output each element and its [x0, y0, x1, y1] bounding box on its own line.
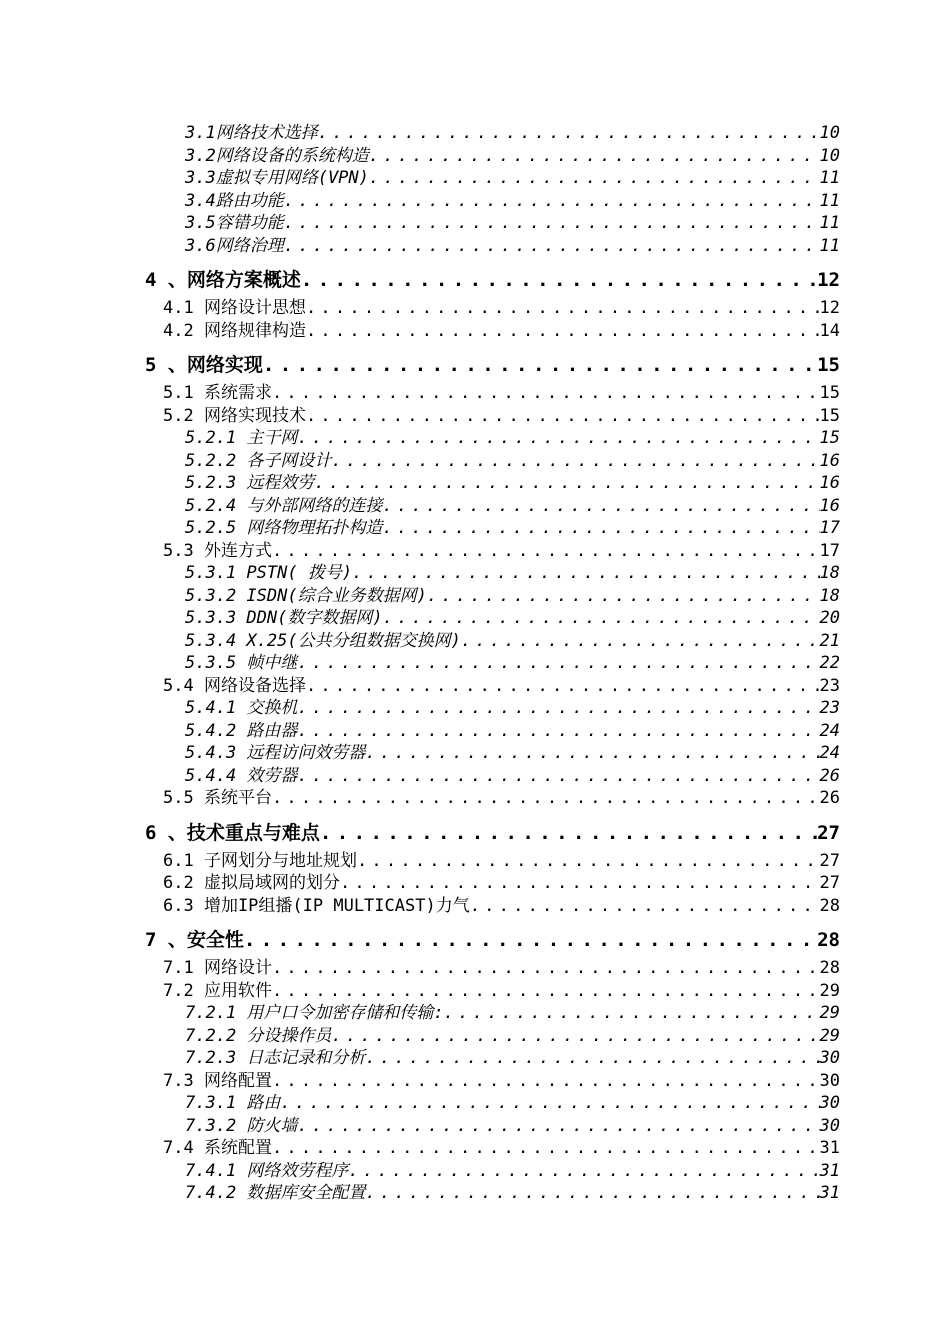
dot-leader: [382, 495, 819, 518]
toc-entry-page-number: 18: [819, 563, 840, 583]
toc-entry-title: 6 、技术重点与难点: [145, 821, 320, 844]
toc-entry-page-number: 30: [819, 1115, 840, 1136]
toc-entry-title: 7.1 网络设计: [163, 958, 272, 978]
toc-entry-title: 5.4 网络设备选择: [163, 675, 306, 696]
dot-leader: [383, 607, 820, 630]
dot-leader: [272, 980, 820, 1003]
dot-leader: [272, 540, 820, 563]
toc-entry-page-number: 29: [819, 980, 840, 1001]
toc-entry-page-number: 27: [819, 873, 840, 893]
toc-entry-page-number: 28: [819, 895, 840, 916]
toc-entry: [0, 540, 840, 563]
toc-entry-title: 5.3.2 ISDN(综合业务数据网): [185, 585, 427, 606]
toc-entry-page-number: 16: [819, 450, 840, 471]
toc-entry-title: 3.5容错功能: [185, 213, 284, 233]
toc-entry: [0, 872, 840, 895]
dot-leader: [369, 145, 820, 168]
toc-entry-page-number: 14: [819, 320, 840, 341]
toc-entry-page-number: 24: [819, 743, 840, 763]
toc-entry-title: 7.3 网络配置: [163, 1070, 272, 1091]
toc-entry-page-number: 17: [819, 540, 840, 561]
dot-leader: [352, 562, 819, 585]
toc-entry-title: 7.3.2 防火墙: [185, 1115, 298, 1136]
dot-leader: [284, 190, 820, 213]
toc-entry: [0, 450, 840, 473]
toc-entry-title: 3.6网络治理: [185, 235, 284, 256]
toc-entry: [0, 607, 840, 630]
toc-entry-title: 7.4.2 数据库安全配置: [185, 1183, 366, 1203]
toc-entry-page-number: 21: [819, 630, 840, 651]
toc-entry: [0, 405, 840, 428]
toc-entry-title: 4 、网络方案概述: [145, 269, 301, 291]
toc-entry-page-number: 20: [819, 608, 840, 628]
toc-entry: [0, 630, 840, 653]
toc-entry: [0, 742, 840, 765]
toc-entry-page-number: 11: [819, 190, 840, 211]
toc-entry-page-number: 26: [819, 765, 840, 786]
toc-entry: [0, 562, 840, 585]
dot-leader: [272, 957, 820, 980]
toc-entry: [0, 1182, 840, 1205]
toc-entry-page-number: 17: [819, 518, 840, 538]
dot-leader: [272, 382, 820, 405]
toc-entry-title: 7 、安全性: [145, 929, 244, 951]
dot-leader: [306, 405, 820, 428]
toc-entry: [0, 1025, 840, 1048]
toc-entry: [0, 720, 840, 743]
dot-leader: [297, 652, 819, 675]
dot-leader: [320, 818, 817, 848]
toc-entry-page-number: 12: [819, 298, 840, 318]
toc-entry: [0, 235, 840, 258]
dot-leader: [357, 850, 820, 873]
dot-leader: [369, 167, 820, 190]
toc-entry-title: 5 、网络实现: [145, 354, 263, 376]
toc-entry: [0, 472, 840, 495]
toc-entry-title: 5.4.3 远程访问效劳器: [185, 743, 366, 763]
dot-leader: [272, 1137, 820, 1160]
dot-leader: [340, 872, 820, 895]
toc-entry: [0, 350, 840, 380]
toc-entry: [0, 212, 840, 235]
toc-entry-title: 5.3.4 X.25(公共分组数据交换网): [185, 630, 461, 651]
toc-entry: [0, 787, 840, 810]
toc-entry: [0, 697, 840, 720]
toc-entry-title: 5.3.5 帧中继: [185, 653, 298, 673]
dot-leader: [297, 427, 819, 450]
dot-leader: [297, 720, 819, 743]
toc-entry-title: 5.5 系统平台: [163, 788, 272, 808]
dot-leader: [297, 1115, 819, 1138]
dot-leader: [444, 1002, 820, 1025]
toc-entry-page-number: 23: [819, 698, 840, 718]
toc-entry-title: 5.4.4 效劳器: [185, 765, 298, 786]
toc-entry-page-number: 10: [819, 145, 840, 166]
dot-leader: [284, 212, 820, 235]
toc-entry-title: 6.2 虚拟局域网的划分: [163, 873, 340, 893]
toc-entry-title: 5.2.2 各子网设计: [185, 450, 332, 471]
toc-entry: [0, 265, 840, 295]
toc-entry-title: 4.1 网络设计思想: [163, 298, 306, 318]
toc-entry: [0, 980, 840, 1003]
toc-entry: [0, 652, 840, 675]
toc-entry-title: 5.2 网络实现技术: [163, 405, 306, 426]
dot-leader: [365, 742, 819, 765]
toc-entry-title: 7.2.2 分设操作员: [185, 1025, 332, 1046]
toc-entry-title: 5.3.3 DDN(数字数据网): [185, 608, 383, 628]
toc-entry-page-number: 28: [819, 958, 840, 978]
toc-entry: [0, 1115, 840, 1138]
dot-leader: [318, 122, 820, 145]
toc-entry: [0, 675, 840, 698]
toc-entry-page-number: 31: [819, 1138, 840, 1158]
toc-entry-page-number: 11: [819, 213, 840, 233]
toc-entry-page-number: 30: [819, 1093, 840, 1113]
toc-entry-page-number: 28: [817, 929, 840, 951]
toc-entry-page-number: 27: [819, 850, 840, 871]
dot-leader: [306, 675, 820, 698]
dot-leader: [306, 320, 820, 343]
toc-entry-title: 3.2网络设备的系统构造: [185, 145, 369, 166]
toc-entry: [0, 765, 840, 788]
toc-entry-page-number: 29: [819, 1003, 840, 1023]
dot-leader: [427, 585, 820, 608]
toc-entry-title: 3.3虚拟专用网络(VPN): [185, 168, 369, 188]
toc-entry: [0, 1070, 840, 1093]
toc-entry-page-number: 30: [819, 1070, 840, 1091]
dot-leader: [365, 1182, 819, 1205]
toc-entry-title: 6.3 增加IP组播(IP MULTICAST)力气: [163, 895, 470, 916]
toc-entry-title: 6.1 子网划分与地址规划: [163, 850, 357, 871]
dot-leader: [272, 1070, 820, 1093]
toc-entry: [0, 585, 840, 608]
toc-entry: [0, 1092, 840, 1115]
toc-entry-page-number: 31: [819, 1160, 840, 1181]
dot-leader: [297, 697, 819, 720]
dot-leader: [284, 235, 820, 258]
toc-entry: [0, 850, 840, 873]
toc-entry-title: 4.2 网络规律构造: [163, 320, 306, 341]
toc-entry-page-number: 11: [819, 235, 840, 256]
toc-entry-title: 5.2.1 主干网: [185, 428, 298, 448]
toc-entry: [0, 517, 840, 540]
toc-entry-title: 5.2.4 与外部网络的连接: [185, 495, 383, 516]
toc-entry-title: 7.4.1 网络效劳程序: [185, 1160, 349, 1181]
toc-entry-title: 5.3 外连方式: [163, 540, 272, 561]
toc-entry: [0, 297, 840, 320]
toc-entry-title: 7.4 系统配置: [163, 1138, 272, 1158]
toc-entry: [0, 145, 840, 168]
toc-entry: [0, 1137, 840, 1160]
toc-entry-page-number: 15: [819, 428, 840, 448]
toc-entry: [0, 495, 840, 518]
toc-entry-page-number: 29: [819, 1025, 840, 1046]
toc-entry-title: 7.3.1 路由: [185, 1093, 281, 1113]
toc-entry-page-number: 16: [819, 495, 840, 516]
dot-leader: [297, 765, 819, 788]
toc-entry: [0, 925, 840, 955]
toc-entry: [0, 1002, 840, 1025]
toc-entry-title: 3.4路由功能: [185, 190, 284, 211]
toc-entry-page-number: 22: [819, 653, 840, 673]
toc-entry-page-number: 30: [819, 1048, 840, 1068]
toc-entry-page-number: 10: [819, 123, 840, 143]
dot-leader: [301, 265, 817, 295]
toc-entry-page-number: 27: [817, 821, 840, 844]
toc-entry-page-number: 15: [819, 383, 840, 403]
toc-entry-title: 5.1 系统需求: [163, 383, 272, 403]
toc-entry-page-number: 15: [819, 405, 840, 426]
toc-entry-page-number: 31: [819, 1183, 840, 1203]
toc-entry-page-number: 12: [817, 269, 840, 291]
toc-entry: [0, 957, 840, 980]
toc-entry-page-number: 15: [817, 354, 840, 376]
toc-entry: [0, 895, 840, 918]
toc-entry-title: 7.2.3 日志记录和分析: [185, 1048, 366, 1068]
dot-leader: [365, 1047, 819, 1070]
dot-leader: [314, 472, 819, 495]
toc-entry-title: 5.2.3 远程效劳: [185, 473, 315, 493]
dot-leader: [348, 1160, 819, 1183]
dot-leader: [382, 517, 819, 540]
toc-entry: [0, 320, 840, 343]
dot-leader: [331, 1025, 819, 1048]
dot-leader: [470, 895, 820, 918]
toc-entry-title: 7.2 应用软件: [163, 980, 272, 1001]
toc-entry-title: 5.4.1 交换机: [185, 698, 298, 718]
toc-entry-title: 5.4.2 路由器: [185, 720, 298, 741]
toc-entry: [0, 190, 840, 213]
dot-leader: [461, 630, 820, 653]
toc-entry: [0, 167, 840, 190]
toc-entry-title: 5.3.1 PSTN( 拨号): [185, 563, 353, 583]
toc-entry-page-number: 23: [819, 675, 840, 696]
dot-leader: [331, 450, 819, 473]
toc-entry-page-number: 16: [819, 473, 840, 493]
dot-leader: [263, 350, 817, 380]
dot-leader: [280, 1092, 819, 1115]
toc-entry-page-number: 11: [819, 168, 840, 188]
toc-entry-page-number: 24: [819, 720, 840, 741]
toc-entry: [0, 818, 840, 848]
toc-entry: [0, 1160, 840, 1183]
dot-leader: [244, 925, 817, 955]
dot-leader: [272, 787, 820, 810]
toc-entry-page-number: 18: [819, 585, 840, 606]
toc-entry-title: 7.2.1 用户口令加密存储和传输:: [185, 1003, 444, 1023]
toc-entry: [0, 122, 840, 145]
table-of-contents: [0, 122, 950, 1205]
toc-entry: [0, 1047, 840, 1070]
toc-entry-title: 3.1网络技术选择: [185, 123, 318, 143]
toc-entry: [0, 382, 840, 405]
dot-leader: [306, 297, 820, 320]
toc-entry-title: 5.2.5 网络物理拓扑构造: [185, 518, 383, 538]
toc-entry-page-number: 26: [819, 788, 840, 808]
toc-entry: [0, 427, 840, 450]
